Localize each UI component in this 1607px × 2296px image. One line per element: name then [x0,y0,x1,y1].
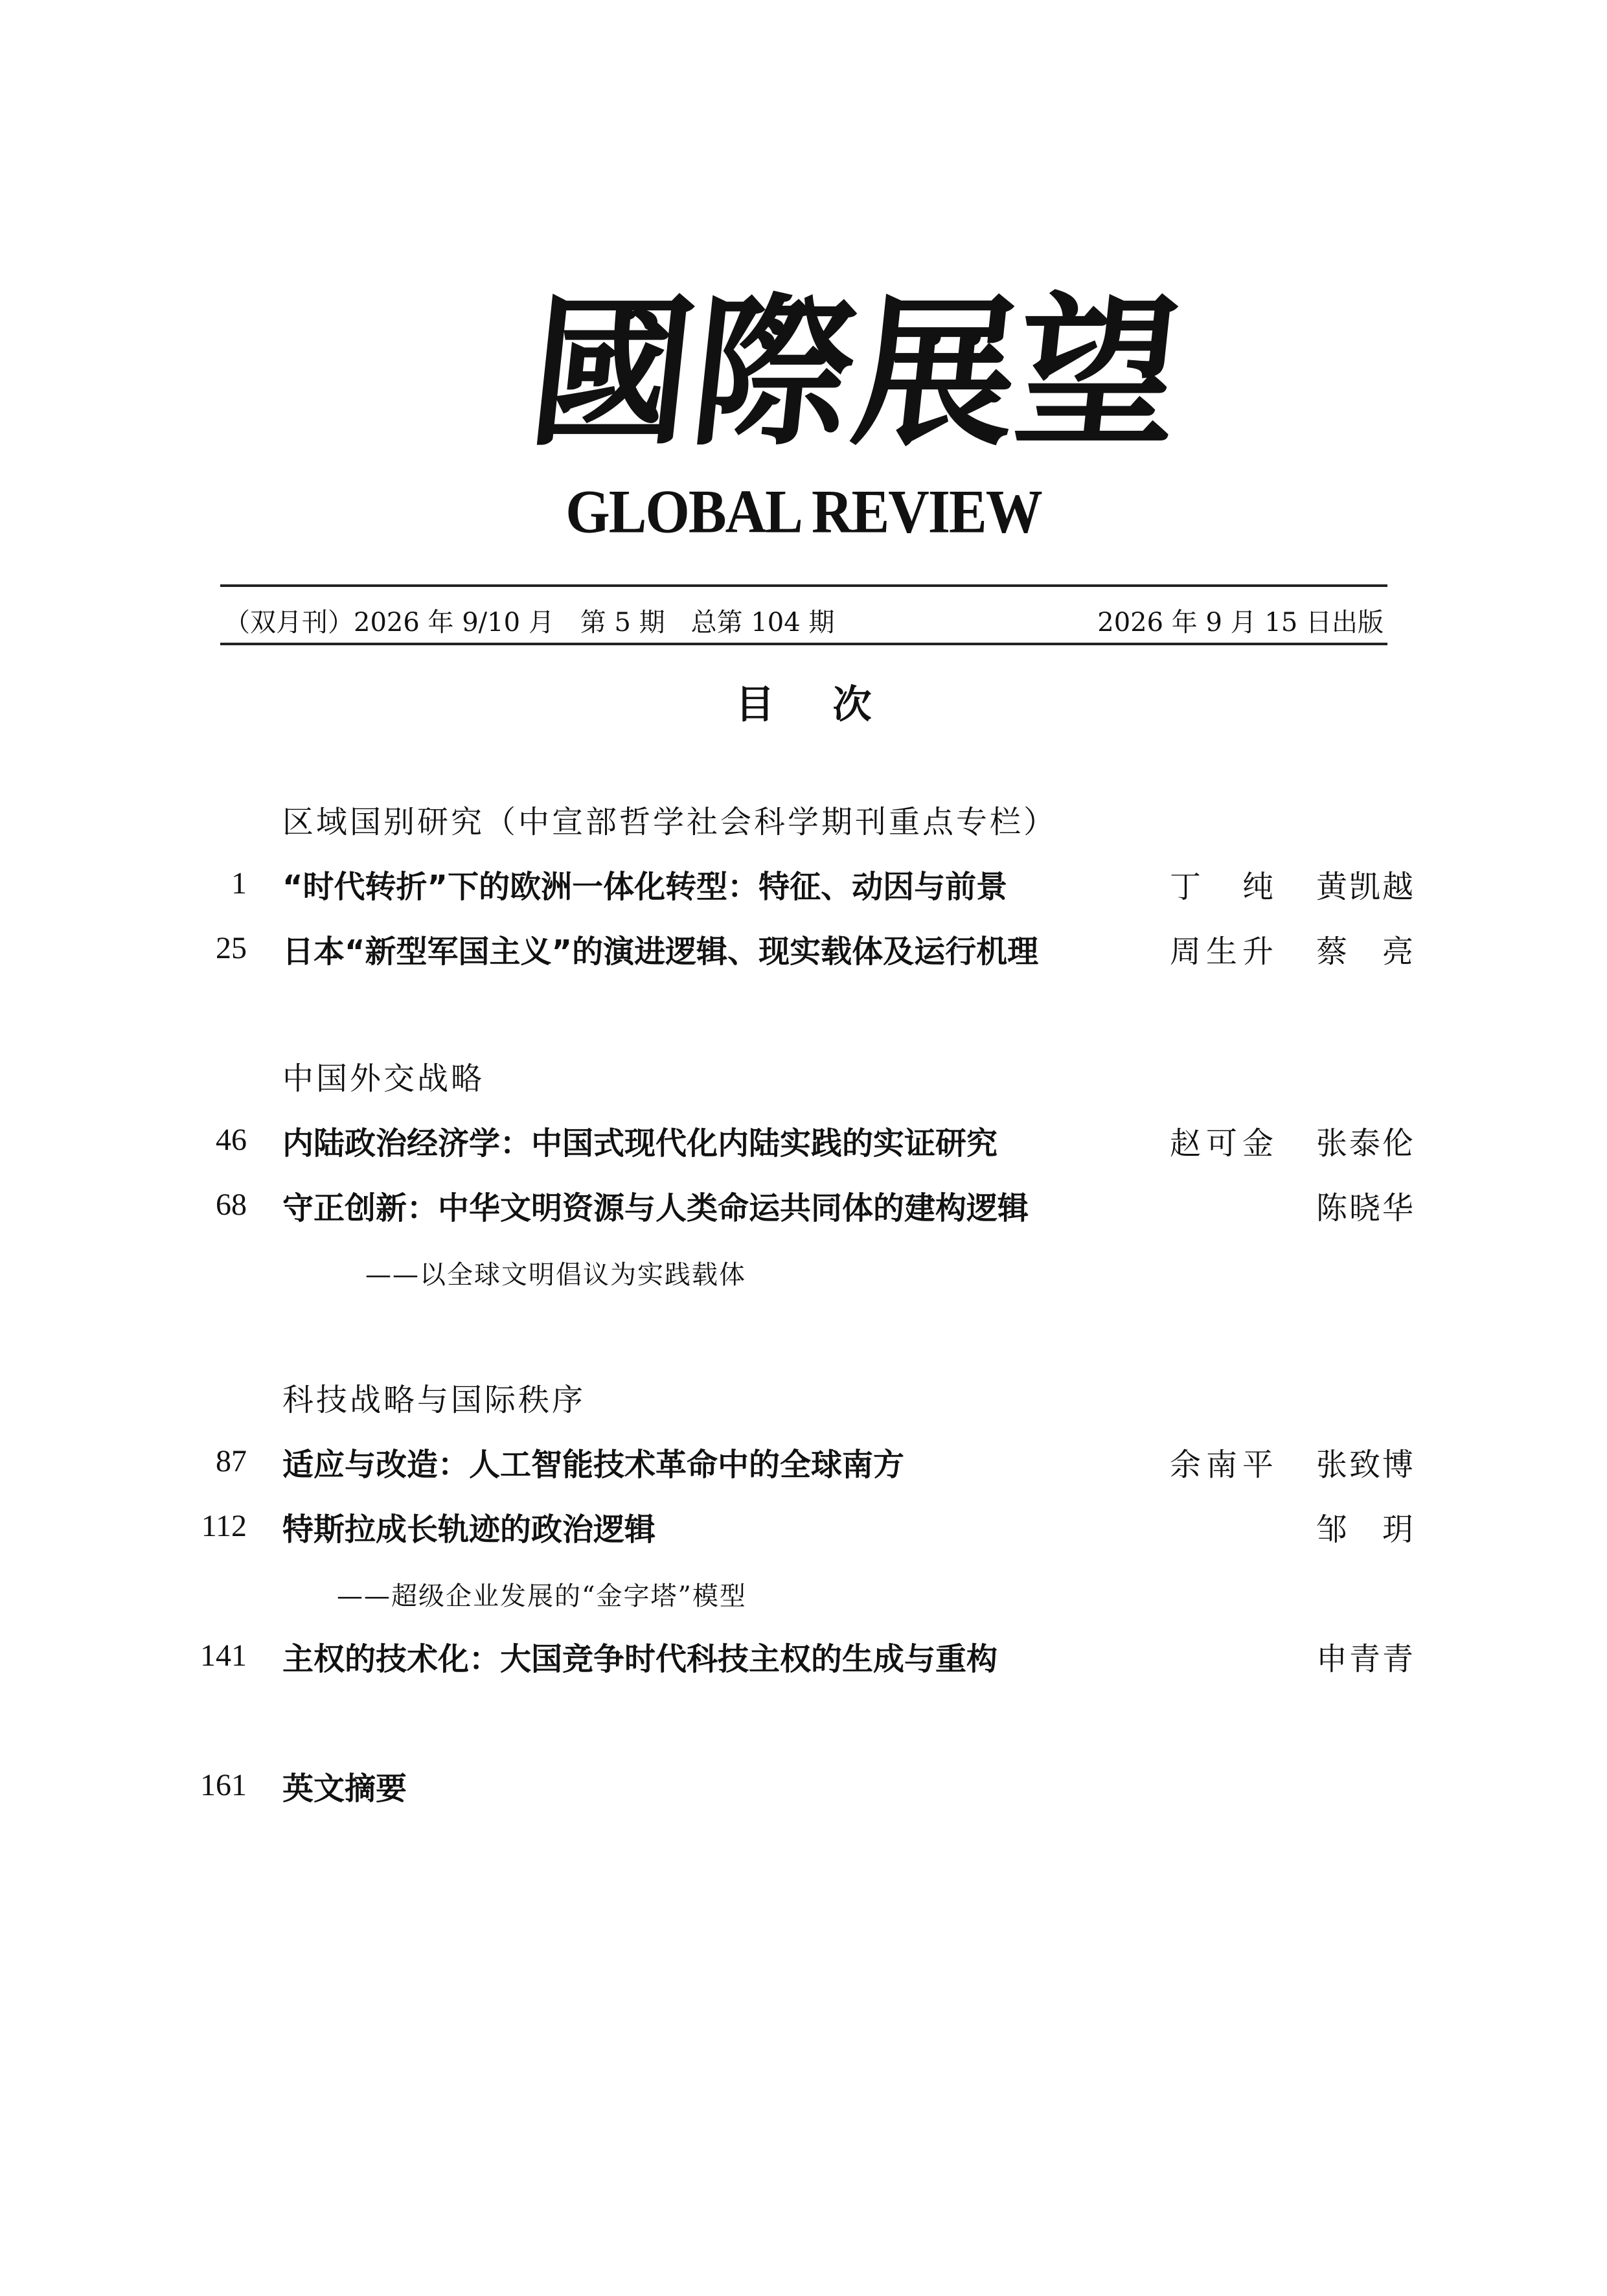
publication-date: 2026 年 9 月 15 日出版 [1097,607,1384,637]
masthead [0,277,1607,557]
entry-author: 邹玥 [1316,1511,1413,1548]
entry-title: 日本“新型军国主义”的演进逻辑、现实载体及运行机理 [282,934,1039,970]
entry-page: 25 [216,931,247,965]
entry-page: 161 [200,1768,247,1802]
entry-page: 141 [200,1638,247,1673]
entry-page: 46 [216,1123,247,1157]
entry-author: 周生升 [1170,934,1273,970]
entry-title: 内陆政治经济学：中国式现代化内陆实践的实证研究 [282,1125,998,1162]
logo-char-1: 國 [521,277,703,468]
toc-entry-english-abstracts[interactable] [0,1763,1607,1815]
entry-page: 1 [231,866,247,901]
entry-title: 英文摘要 [282,1771,407,1807]
issue-info-bar [220,591,1387,649]
entry-author: 余南平 [1170,1447,1273,1483]
entry-author: 赵可金 [1170,1125,1273,1162]
toc-entry[interactable] [0,1183,1607,1235]
entry-author: 张致博 [1316,1447,1413,1483]
logo-char-3: 展 [845,277,1027,468]
section-heading-tech-strategy: 科技战略与国际秩序 [282,1382,586,1418]
toc-title: 目次 [735,682,930,728]
entry-subtitle: ——以全球文明倡议为实践载体 [365,1260,746,1290]
entry-title: 适应与改造：人工智能技术革命中的全球南方 [282,1447,905,1483]
issue-top-rule [220,584,1387,587]
journal-logo [521,277,1189,468]
journal-english-title: GLOBAL REVIEW [565,478,1042,546]
issue-bottom-rule [220,643,1387,645]
entry-title: 特斯拉成长轨迹的政治逻辑 [282,1511,656,1548]
toc-entry[interactable] [0,1634,1607,1686]
entry-page: 112 [201,1509,247,1543]
issue-number: （双月刊）2026 年 9/10 月 第 5 期 总第 104 期 [224,607,835,637]
entry-title: “时代转折”下的欧洲一体化转型：特征、动因与前景 [282,869,1008,905]
entry-author: 陈晓华 [1316,1190,1413,1226]
logo-char-2: 際 [683,277,865,468]
entry-subtitle: ——超级企业发展的“金字塔”模型 [337,1581,747,1611]
entry-author: 张泰伦 [1316,1125,1413,1162]
entry-page: 87 [216,1444,247,1478]
section-heading-regional-studies: 区域国别研究（中宣部哲学社会科学期刊重点专栏） [282,804,1058,840]
toc-entry[interactable] [0,1504,1607,1556]
toc-entry[interactable] [0,1440,1607,1491]
toc-entry[interactable] [0,862,1607,913]
logo-char-4: 望 [1007,277,1189,468]
entry-title: 守正创新：中华文明资源与人类命运共同体的建构逻辑 [282,1190,1029,1226]
entry-title: 主权的技术化：大国竞争时代科技主权的生成与重构 [282,1641,998,1677]
entry-page: 68 [216,1188,247,1222]
entry-author: 蔡亮 [1316,934,1413,970]
section-heading-diplomatic-strategy: 中国外交战略 [282,1061,485,1097]
entry-author: 丁纯 [1170,869,1273,905]
toc-entry[interactable] [0,1118,1607,1170]
entry-author: 申青青 [1316,1641,1413,1677]
entry-author: 黄凯越 [1316,869,1413,905]
toc-entry[interactable] [0,926,1607,978]
